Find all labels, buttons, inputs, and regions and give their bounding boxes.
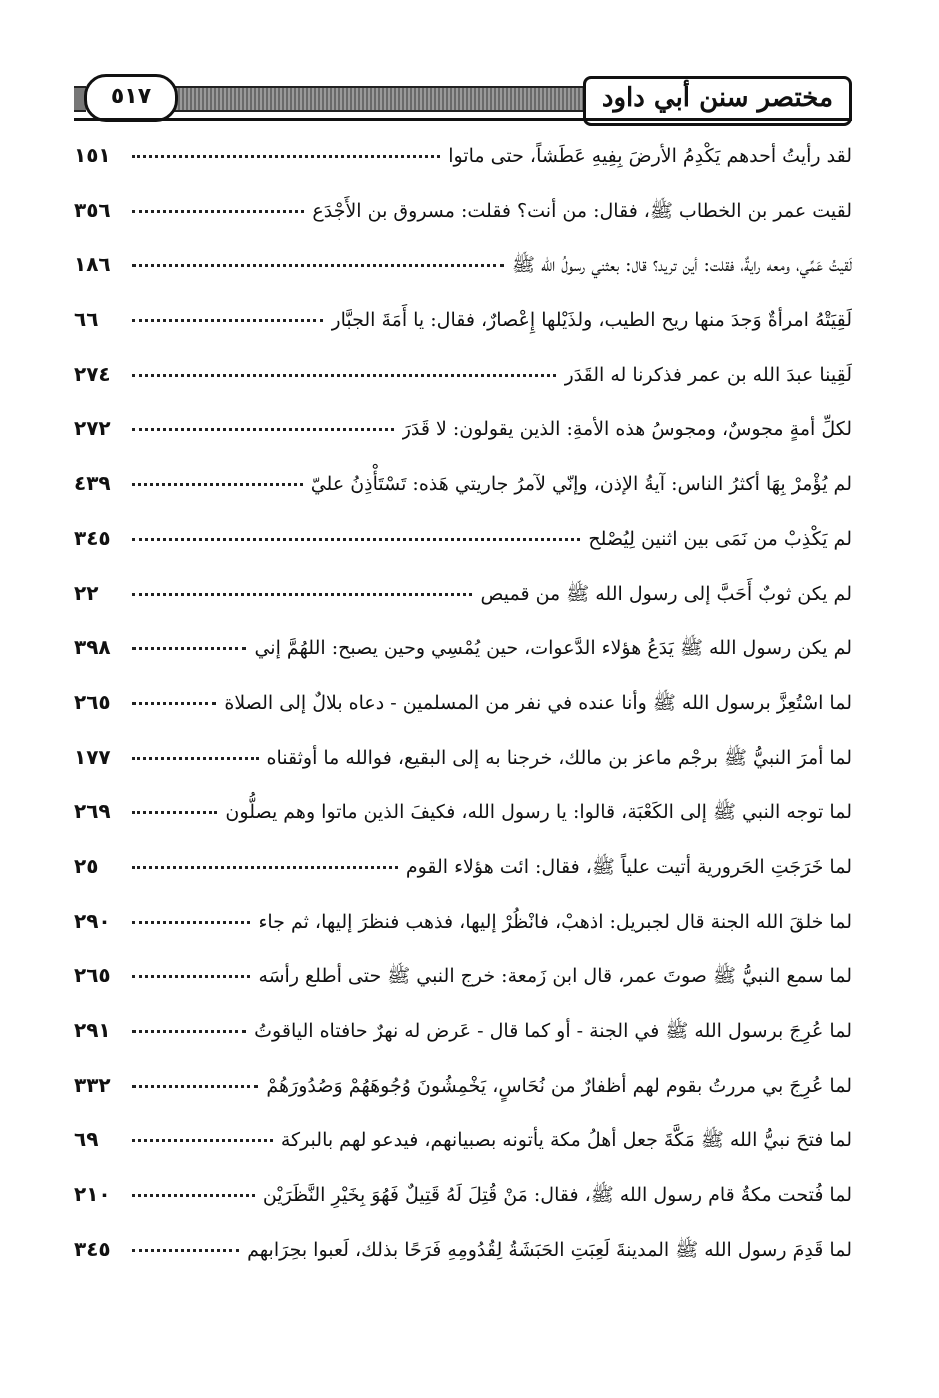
entry-page-number: ٢٧٤ (74, 361, 111, 386)
book-title: مختصر سنن أبي داود (583, 76, 852, 126)
index-entry (74, 183, 852, 238)
dot-leader (132, 422, 394, 431)
entry-text: لما فتحَ نبيُّ الله ﷺ مَكَّةَ جعل أهلُ مكة يأتونه بصبيانهم، فيدعو لهم بالبركة (280, 1129, 852, 1152)
index-entry (74, 839, 852, 894)
entry-text: لما اسْتُعِزَّ برسول الله ﷺ وأنا عنده في نفر من المسلمين - دعاه بلالٌ إلى الصلاة (224, 691, 852, 714)
page-number: ٥١٧ (84, 74, 178, 122)
index-entry (74, 1003, 852, 1058)
entry-text: لقيت عمر بن الخطاب ﷺ، فقال: من أنت؟ فقلت: مسروق بن الأَجْدَع (312, 199, 852, 222)
entry-text: لما عُرِجَ برسول الله ﷺ في الجنة - أو كما قال - عَرض له نهرٌ حافتاه الياقوتُ (254, 1020, 852, 1042)
entry-page-number: ٤٣٩ (74, 471, 111, 496)
entry-page-number: ٢٥ (74, 853, 99, 878)
entry-text: لكلِّ أمةٍ مجوسٌ، ومجوسُ هذه الأمةِ: الذين يقولون: لا قَدَرَ (401, 418, 852, 441)
entry-text: لقد رأيتُ أحدهم يَكْدِمُ الأرضَ بِفِيهِ عَطَشاً، حتى ماتوا (448, 145, 852, 167)
dot-leader (132, 805, 217, 814)
dot-leader (132, 532, 580, 541)
entry-page-number: ٢٦٥ (74, 689, 111, 714)
index-entry (74, 128, 852, 183)
index-entry (74, 401, 852, 456)
dot-leader (132, 1079, 258, 1088)
entry-page-number: ١٨٦ (74, 252, 111, 277)
entry-text: لم يكن ثوبٌ أَحَبَّ إلى رسول الله ﷺ من قميص (480, 582, 852, 605)
dot-leader (132, 641, 246, 650)
entry-text: لما فُتحت مكةُ قام رسول الله ﷺ، فقال: مَنْ قُتِلَ لَهُ قَتِيلٌ فَهُوَ بِخَيْرِ النَّظَرَيْن (262, 1184, 852, 1207)
dot-leader (132, 204, 304, 213)
entry-text: لما أمرَ النبيُّ ﷺ برجْم ماعز بن مالك، خرجنا به إلى البقيع، فوالله ما أوثقناه (266, 746, 852, 769)
entry-text: لما عُرِجَ بي مررتُ بقوم لهم أظفارٌ من نُحَاسٍ، يَخْمِشُونَ وُجُوهَهُمْ وَصُدُورَهُمْ (266, 1074, 852, 1097)
entry-text: لما سمع النبيُّ ﷺ صوتَ عمر، قال ابن زَمعة: خرج النبي ﷺ حتى أطلع رأسَه (258, 965, 852, 988)
header-divider (74, 118, 852, 121)
entry-text: لَقيتُ عَمِّي، ومعه رايةٌ، فقلت: أين تريد؟ قال: بعثني رسولُ الله ﷺ (512, 254, 852, 277)
index-entry (74, 566, 852, 621)
entry-page-number: ٢٦٥ (74, 963, 111, 988)
index-entry (74, 511, 852, 566)
index-entry (74, 784, 852, 839)
index-entry (74, 1058, 852, 1113)
dot-leader (132, 969, 250, 978)
index-entry (74, 894, 852, 949)
dot-leader (132, 477, 303, 486)
index-entry (74, 730, 852, 785)
entry-page-number: ٦٩ (74, 1127, 99, 1152)
entry-page-number: ٣٥٦ (74, 197, 111, 222)
entry-text: لما قَدِمَ رسول الله ﷺ المدينةَ لَعِبَتِ الحَبَشَةُ لِقُدُومِهِ فَرَحًا بذلك، لَعبوا بحِرَابهم (247, 1238, 852, 1261)
dot-leader (132, 1243, 239, 1252)
dot-leader (132, 313, 323, 322)
entry-text: لما توجه النبي ﷺ إلى الكَعْبَة، قالوا: يا رسول الله، فكيفَ الذين ماتوا وهم يصلُّون (225, 801, 852, 824)
dot-leader (132, 696, 216, 705)
index-entry (74, 292, 852, 347)
entry-page-number: ٢٢ (74, 580, 99, 605)
entry-page-number: ٢٩١ (74, 1018, 111, 1042)
dot-leader (132, 149, 440, 158)
dot-leader (132, 368, 556, 377)
entry-page-number: ٣٤٥ (74, 525, 111, 550)
entry-text: لم يُؤْمرْ بِهَا أكثرُ الناس: آيةُ الإذن، وإنّي لآمرُ جاريتي هَذه: تَسْتَأْذِنُ عليّ (310, 473, 852, 496)
index-entry (74, 675, 852, 730)
dot-leader (132, 1024, 246, 1033)
dot-leader (132, 1188, 255, 1197)
entry-text: لم يكن رسول الله ﷺ يَدَعُ هؤلاء الدَّعوات، حين يُمْسِي وحين يصبح: اللهُمَّ إني (254, 637, 852, 660)
entry-page-number: ٢٩٠ (74, 908, 111, 933)
index-entry (74, 1112, 852, 1167)
page-header (74, 70, 852, 122)
index-entry (74, 1167, 852, 1222)
dot-leader (132, 587, 472, 596)
entry-text: لما خلقَ الله الجنة قال لجبريل: اذهبْ، فانْظُرْ إليها، فذهب فنظرَ إليها، ثم جاء (258, 910, 852, 933)
header-ornament-band (174, 86, 612, 112)
index-entry-list (74, 128, 852, 1276)
index-entry (74, 948, 852, 1003)
entry-page-number: ٣٣٢ (74, 1072, 111, 1097)
entry-text: لَقِيَتْهُ امرأةٌ وَجدَ منها ريح الطيب، ولذَيْلها إِعْصارٌ، فقال: يا أَمَةَ الجبَّار (331, 309, 852, 332)
dot-leader (132, 258, 504, 267)
entry-page-number: ٣٤٥ (74, 1236, 111, 1261)
entry-page-number: ٣٩٨ (74, 635, 111, 660)
entry-page-number: ٢١٠ (74, 1182, 111, 1207)
entry-page-number: ١٧٧ (74, 744, 111, 769)
dot-leader (132, 915, 250, 924)
dot-leader (132, 1133, 273, 1142)
index-entry (74, 620, 852, 675)
entry-text: لَقِينا عبدَ الله بن عمر فذكرنا له القَدَر (564, 363, 852, 386)
index-entry (74, 347, 852, 402)
dot-leader (132, 860, 398, 869)
entry-page-number: ٢٦٩ (74, 799, 111, 824)
entry-page-number: ٢٧٢ (74, 416, 111, 441)
entry-text: لما خَرَجَتِ الحَرورية أتيت علياً ﷺ، فقال: ائت هؤلاء القوم (405, 855, 852, 878)
entry-page-number: ٦٦ (74, 307, 99, 332)
index-entry (74, 456, 852, 511)
dot-leader (132, 751, 259, 760)
entry-page-number: ١٥١ (74, 143, 111, 167)
entry-text: لم يَكْذِبْ من نَمَى بين اثنين لِيُصْلح (588, 527, 852, 550)
index-entry (74, 1222, 852, 1277)
index-entry (74, 237, 852, 292)
